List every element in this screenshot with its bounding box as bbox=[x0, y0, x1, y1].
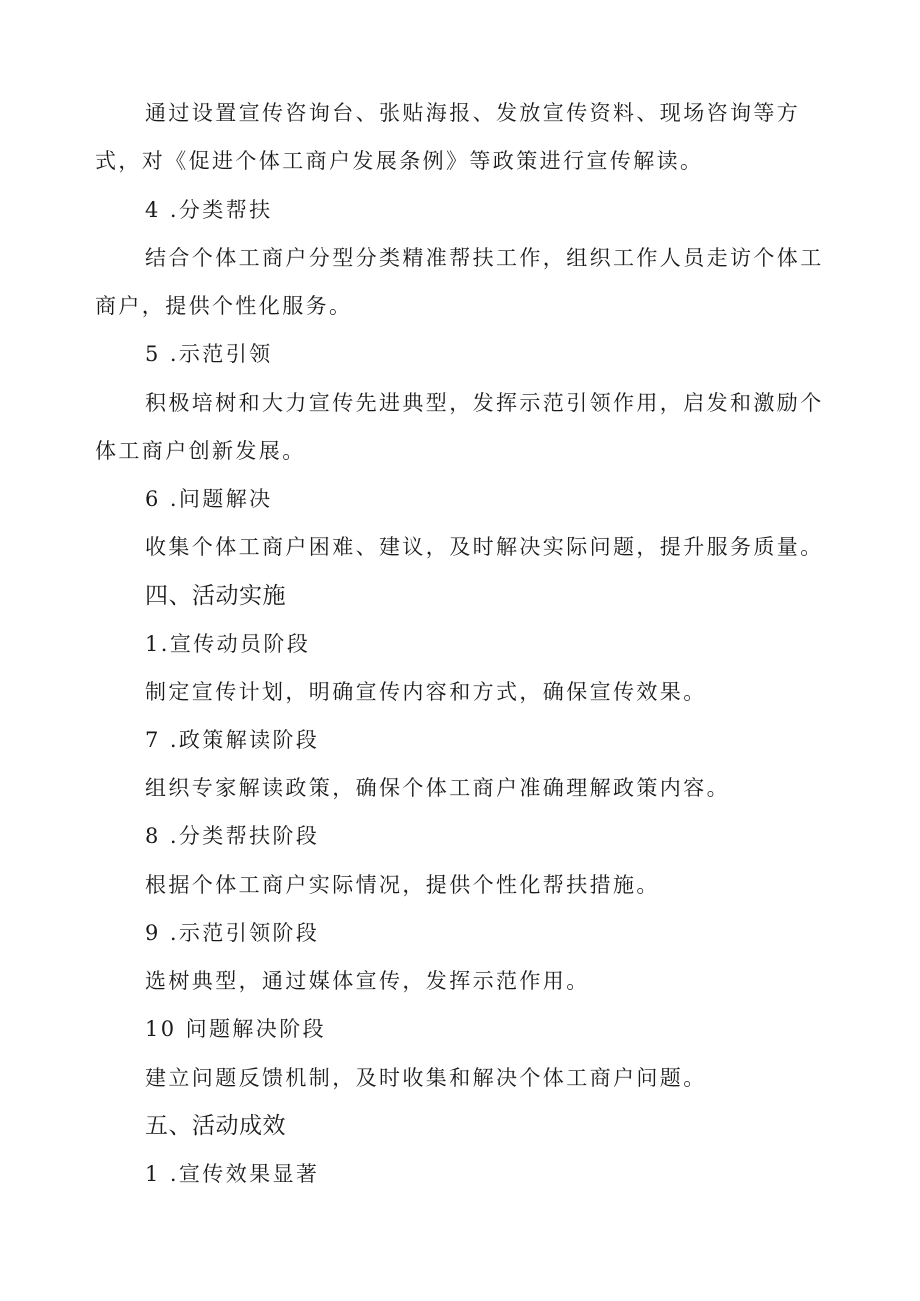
subheading: 5 .示范引领 bbox=[145, 342, 273, 366]
subheading: 7 .政策解读阶段 bbox=[145, 728, 320, 752]
subheading: 1 .宣传效果显著 bbox=[145, 1162, 320, 1186]
paragraph-line: 组织专家解读政策，确保个体工商户准确理解政策内容。 bbox=[145, 776, 730, 800]
subheading: 10 问题解决阶段 bbox=[145, 1017, 326, 1041]
paragraph-line: 收集个体工商户困难、建议，及时解决实际问题，提升服务质量。 bbox=[145, 535, 824, 559]
paragraph-line: 选树典型，通过媒体宣传，发挥示范作用。 bbox=[145, 969, 590, 993]
paragraph-line: 根据个体工商户实际情况，提供个性化帮扶措施。 bbox=[145, 873, 660, 897]
subheading: 4 .分类帮扶 bbox=[145, 198, 273, 222]
paragraph-line: 建立问题反馈机制，及时收集和解决个体工商户问题。 bbox=[145, 1066, 707, 1090]
subheading: 6 .问题解决 bbox=[145, 487, 273, 511]
section-heading: 五、活动成效 bbox=[145, 1113, 286, 1139]
subheading: 1.宣传动员阶段 bbox=[145, 632, 311, 656]
paragraph-line: 积极培树和大力宣传先进典型，发挥示范引领作用，启发和激励个 bbox=[145, 391, 824, 415]
subheading: 9 .示范引领阶段 bbox=[145, 921, 320, 945]
paragraph-line: 结合个体工商户分型分类精准帮扶工作，组织工作人员走访个体工 bbox=[145, 246, 824, 270]
subheading: 8 .分类帮扶阶段 bbox=[145, 824, 320, 848]
paragraph-line: 商户，提供个性化服务。 bbox=[95, 294, 353, 318]
section-heading: 四、活动实施 bbox=[145, 583, 286, 609]
paragraph-line: 制定宣传计划，明确宣传内容和方式，确保宣传效果。 bbox=[145, 680, 707, 704]
paragraph-line: 式，对《促进个体工商户发展条例》等政策进行宣传解读。 bbox=[95, 149, 704, 173]
paragraph-line: 通过设置宣传咨询台、张贴海报、发放宣传资料、现场咨询等方 bbox=[145, 101, 801, 125]
paragraph-line: 体工商户创新发展。 bbox=[95, 439, 306, 463]
